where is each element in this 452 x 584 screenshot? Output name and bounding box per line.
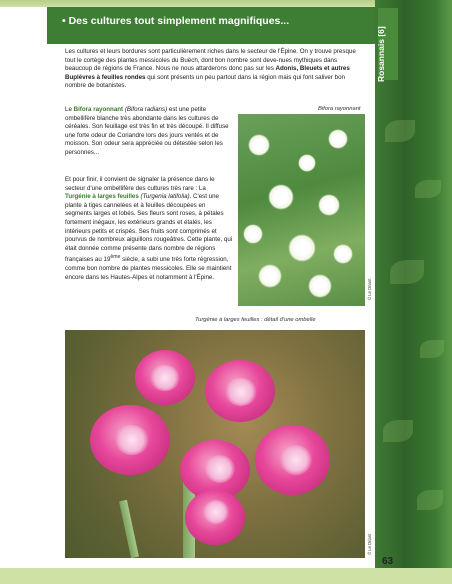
section-tab-label: Rosannais [6] bbox=[376, 26, 386, 82]
section-title: • Des cultures tout simplement magnifiques... bbox=[62, 15, 290, 27]
turgenia-photo-credit: © Le Driant bbox=[367, 533, 372, 555]
bottom-band bbox=[0, 568, 452, 584]
turgenia-photo bbox=[65, 330, 365, 558]
bifora-caption: Bifora rayonnant bbox=[318, 106, 361, 112]
turgenia-paragraph: Et pour finir, il convient de signaler la présence dans le secteur d'une ombellifère des cultures très rare : La Turgénie à larges feuilles (Turgenia latifolia). C'est une plante à tiges cannelées et à feuilles découpées en segments larges et lobés. Ses fleurs sont roses, à pétales fortement inégaux, les extérieurs grands et étalés, les intérieurs petits et crispés. Ses fruits sont comprimés et pourvus de nombreux aiguillons rougeâtres. Cette plante, qui était donnée comme présente dans nombre de régions françaises au 19ème siècle, a subi une très forte régression, comme bon nombre de plantes messicoles. Elle se maintient encore dans les Hautes-Alpes et notamment à l'Épine. bbox=[65, 176, 233, 281]
intro-paragraph: Les cultures et leurs bordures sont particulièrement riches dans le secteur de l'Épine. On y trouve presque tout le cortège des plantes messicoles du Buëch, dont bon nombre sont deve-nues mythiques dans beaucoup de régions de France. Nous ne nous attarderons donc pas sur les Adonis, Bleuets et autres Buplèvres à feuilles rondes qui sont présents un peu partout dans la région mais qui font saliver bon nombre de botanistes. bbox=[65, 48, 356, 90]
bifora-photo-credit: © Le Driant bbox=[367, 278, 372, 300]
page-number: 63 bbox=[382, 556, 394, 567]
bifora-photo bbox=[238, 114, 365, 306]
turgenia-caption: Turgénie à larges feuilles : détail d'une ombelle bbox=[195, 317, 316, 323]
bifora-paragraph: Le Bifora rayonnant (Bifora radians) est une petite ombellifère blanche très abondante dans les cultures de céréales. Son feuillage est très fin et très découpé. Il diffuse une forte odeur de Coriandre lors des jours ventés et de moisson. Son odeur sera appréciée ou détestée selon les personnes... bbox=[65, 106, 229, 156]
side-decorative-strip bbox=[375, 0, 452, 584]
